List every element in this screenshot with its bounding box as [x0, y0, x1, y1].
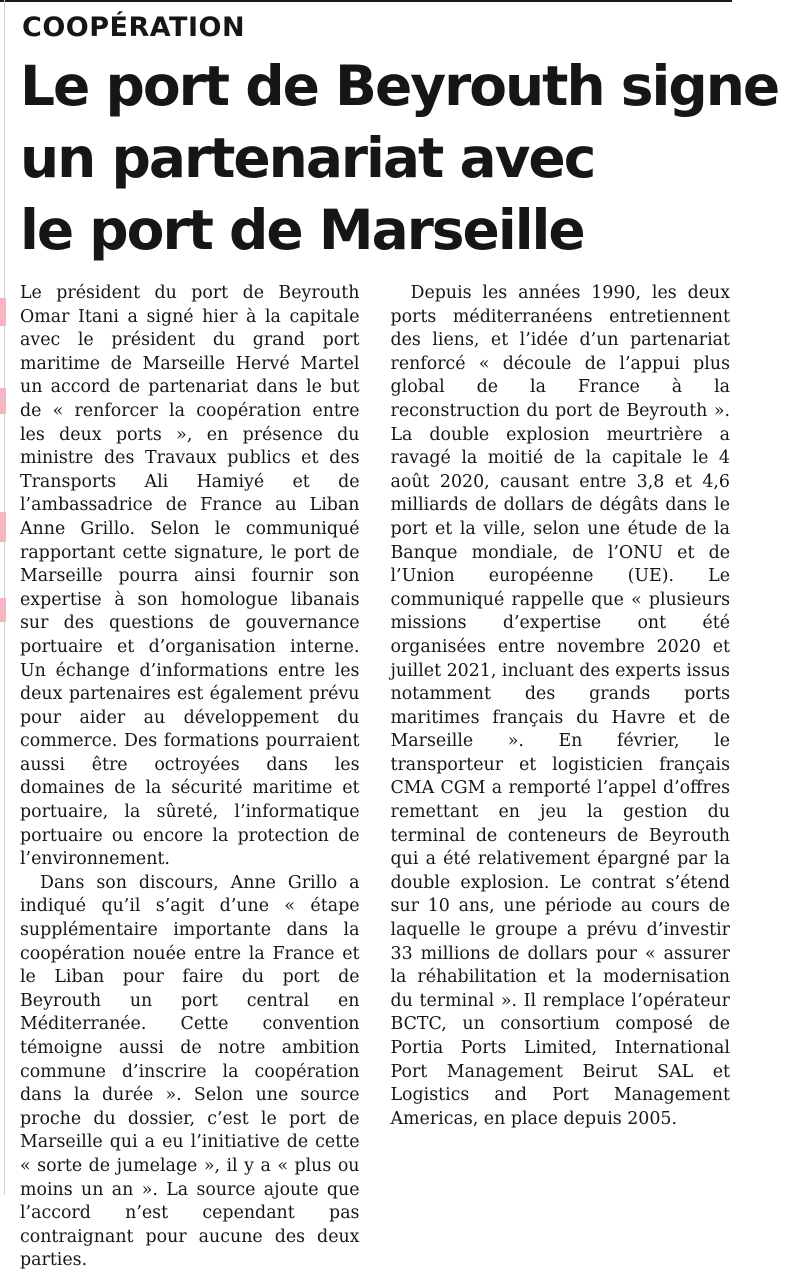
headline-line: le port de Marseille — [20, 198, 584, 262]
article-body — [20, 282, 730, 1273]
headline-line: un partenariat avec — [20, 126, 595, 190]
margin-highlight-mark — [0, 512, 6, 542]
headline-line: Le port de Beyrouth signe — [20, 54, 779, 118]
article-column-left — [20, 282, 360, 1273]
margin-highlight-mark — [0, 598, 6, 622]
article-paragraph: Depuis les années 1990, les deux ports méditerranéens entretiennent des liens, et l’idée d’un partenariat renforcé « découle de l’appui plus global de la France à la reconstruction du port de Beyrouth ». La double explosion meurtrière a ravagé la moitié de la capitale le 4 août 2020, causant entre 3,8 et 4,6 milliards de dollars de dégâts dans le port et la ville, selon une étude de la Banque mondiale, de l’ONU et de l’Union européenne (UE). Le communiqué rappelle que « plusieurs missions d’expertise ont été organisées entre novembre 2020 et juillet 2021, incluant des experts issus notamment des grands ports maritimes français du Havre et de Marseille ». En février, le transporteur et logisticien français CMA CGM a remporté l’appel d’offres remettant en jeu la gestion du terminal de conteneurs de Beyrouth qui a été relativement épargné par la double explosion. Le contrat s’étend sur 10 ans, une période au cours de laquelle le groupe a prévu d’investir 33 millions de dollars pour « assurer la réhabilitation et la modernisation du terminal ». Il remplace l’opérateur BCTC, un consortium composé de Portia Ports Limited, International Port Management Beirut SAL et Logistics and Port Management Americas, en place depuis 2005. — [390, 283, 730, 1129]
margin-highlight-mark — [0, 298, 6, 326]
top-rule — [0, 0, 732, 2]
article-headline — [20, 50, 780, 266]
article-paragraph: Le président du port de Beyrouth Omar Itani a signé hier à la capitale avec le président du grand port maritime de Marseille Hervé Martel un accord de partenariat dans le but de « renforcer la coopération entre les deux ports », en présence du ministre des Travaux publics et des Transports Ali Hamiyé et de l’ambassadrice de France au Liban Anne Grillo. Selon le communiqué rapportant cette signature, le port de Marseille pourra ainsi fournir son expertise à son homologue libanais sur des questions de gouvernance portuaire et d’organisation interne. Un échange d’informations entre les deux partenaires est également prévu pour aider au développement du commerce. Des formations pourraient aussi être octroyées dans les domaines de la sécurité maritime et portuaire, la sûreté, l’informatique portuaire ou encore la protection de l’environnement. — [20, 283, 360, 870]
margin-highlight-mark — [0, 388, 6, 414]
article-column-right — [391, 282, 731, 1273]
article-paragraph: Dans son discours, Anne Grillo a indiqué qu’il s’agit d’une « étape supplémentaire importante dans la coopération nouée entre la France et le Liban pour faire du port de Beyrouth un port central en Méditerranée. Cette convention témoigne aussi de notre ambition commune d’inscrire la coopération dans la durée ». Selon une source proche du dossier, c’est le port de Marseille qui a eu l’initiative de cette « sorte de jumelage », il y a « plus ou moins un an ». La source ajoute que l’accord n’est cependant pas contraignant pour aucune des deux parties. — [20, 872, 360, 1271]
section-kicker: COOPÉRATION — [22, 12, 246, 43]
